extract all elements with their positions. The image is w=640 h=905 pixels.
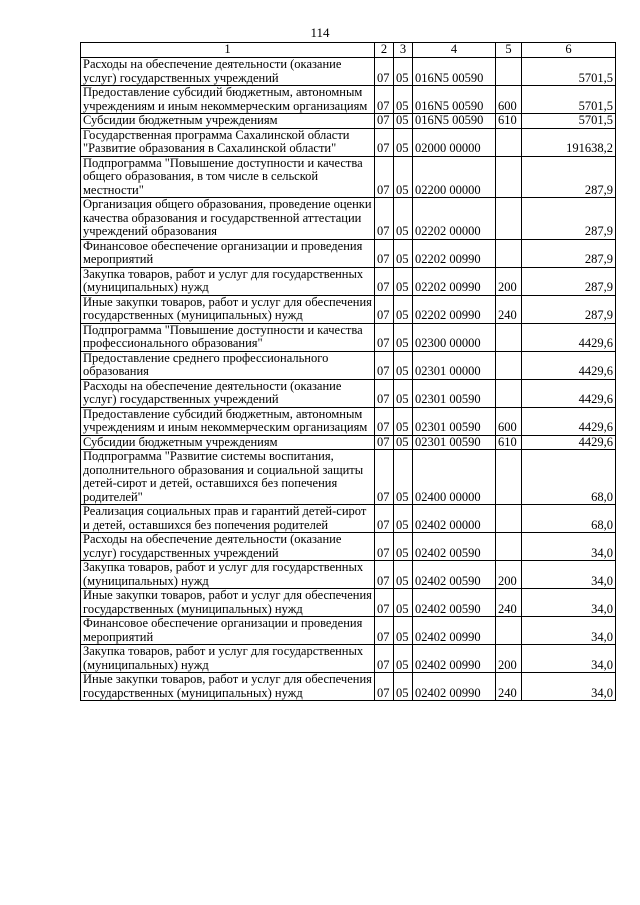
row-section: 07 [375,589,394,617]
row-section: 07 [375,239,394,267]
row-section: 07 [375,156,394,198]
budget-table [80,42,616,701]
row-name: Иные закупки товаров, работ и услуг для обеспечения государственных (муниципальных) нужд [81,589,375,617]
header-target-article: 4 [413,43,496,58]
row-section: 07 [375,645,394,673]
row-expense-type: 200 [496,645,522,673]
table-row [81,295,616,323]
table-row [81,86,616,114]
row-name: Предоставление среднего профессионального образования [81,351,375,379]
row-subsection: 05 [394,645,413,673]
row-amount: 4429,6 [522,407,616,435]
table-row [81,450,616,505]
table-row [81,379,616,407]
row-section: 07 [375,673,394,701]
row-target-article: 02402 00000 [413,505,496,533]
row-expense-type: 600 [496,86,522,114]
row-section: 07 [375,505,394,533]
row-section: 07 [375,617,394,645]
row-expense-type [496,58,522,86]
row-target-article: 02301 00000 [413,351,496,379]
row-section: 07 [375,295,394,323]
row-subsection: 05 [394,450,413,505]
row-subsection: 05 [394,156,413,198]
row-expense-type: 240 [496,673,522,701]
row-name: Иные закупки товаров, работ и услуг для обеспечения государственных (муниципальных) нужд [81,673,375,701]
row-section: 07 [375,198,394,240]
row-amount: 4429,6 [522,323,616,351]
row-target-article: 02202 00990 [413,267,496,295]
row-subsection: 05 [394,673,413,701]
row-amount: 287,9 [522,267,616,295]
row-expense-type [496,323,522,351]
row-name: Субсидии бюджетным учреждениям [81,114,375,129]
row-name: Иные закупки товаров, работ и услуг для обеспечения государственных (муниципальных) нужд [81,295,375,323]
row-subsection: 05 [394,435,413,450]
row-amount: 4429,6 [522,379,616,407]
row-name: Расходы на обеспечение деятельности (оказание услуг) государственных учреждений [81,58,375,86]
row-subsection: 05 [394,407,413,435]
header-section: 2 [375,43,394,58]
row-name: Подпрограмма "Развитие системы воспитания, дополнительного образования и социальной защиты детей-сирот и детей, оставшихся без попечения родителей" [81,450,375,505]
row-target-article: 02202 00000 [413,198,496,240]
row-name: Предоставление субсидий бюджетным, автономным учреждениям и иным некоммерческим организациям [81,86,375,114]
table-row [81,198,616,240]
row-amount: 287,9 [522,198,616,240]
row-name: Финансовое обеспечение организации и проведения мероприятий [81,239,375,267]
row-section: 07 [375,323,394,351]
row-target-article: 016N5 00590 [413,86,496,114]
row-name: Подпрограмма "Повышение доступности и качества профессионального образования" [81,323,375,351]
table-row [81,239,616,267]
header-row [81,43,616,58]
header-expense-type: 5 [496,43,522,58]
header-name: 1 [81,43,375,58]
table-row [81,128,616,156]
row-expense-type: 610 [496,114,522,129]
row-target-article: 02000 00000 [413,128,496,156]
row-subsection: 05 [394,114,413,129]
row-name: Подпрограмма "Повышение доступности и качества общего образования, в том числе в сельской местности" [81,156,375,198]
table-row [81,505,616,533]
header-subsection: 3 [394,43,413,58]
row-subsection: 05 [394,58,413,86]
row-target-article: 02200 00000 [413,156,496,198]
row-expense-type [496,156,522,198]
row-subsection: 05 [394,533,413,561]
row-section: 07 [375,267,394,295]
row-expense-type [496,198,522,240]
table-row [81,561,616,589]
row-subsection: 05 [394,561,413,589]
row-expense-type: 200 [496,561,522,589]
row-section: 07 [375,86,394,114]
row-amount: 287,9 [522,295,616,323]
table-row [81,589,616,617]
row-expense-type: 200 [496,267,522,295]
row-amount: 34,0 [522,617,616,645]
row-amount: 34,0 [522,589,616,617]
row-name: Финансовое обеспечение организации и проведения мероприятий [81,617,375,645]
row-amount: 34,0 [522,645,616,673]
row-name: Предоставление субсидий бюджетным, автономным учреждениям и иным некоммерческим организациям [81,407,375,435]
row-target-article: 02400 00000 [413,450,496,505]
row-target-article: 02301 00590 [413,435,496,450]
row-target-article: 02402 00590 [413,533,496,561]
row-name: Закупка товаров, работ и услуг для государственных (муниципальных) нужд [81,561,375,589]
table-row [81,645,616,673]
row-amount: 5701,5 [522,86,616,114]
row-amount: 4429,6 [522,435,616,450]
row-amount: 34,0 [522,533,616,561]
table-row [81,351,616,379]
row-section: 07 [375,407,394,435]
row-section: 07 [375,450,394,505]
row-expense-type [496,351,522,379]
table-row [81,673,616,701]
row-section: 07 [375,533,394,561]
row-subsection: 05 [394,198,413,240]
table-row [81,323,616,351]
row-target-article: 016N5 00590 [413,114,496,129]
row-section: 07 [375,435,394,450]
row-target-article: 02402 00990 [413,673,496,701]
row-name: Закупка товаров, работ и услуг для государственных (муниципальных) нужд [81,267,375,295]
table-row [81,156,616,198]
row-name: Субсидии бюджетным учреждениям [81,435,375,450]
row-name: Реализация социальных прав и гарантий детей-сирот и детей, оставшихся без попечения родителей [81,505,375,533]
row-name: Расходы на обеспечение деятельности (оказание услуг) государственных учреждений [81,533,375,561]
row-subsection: 05 [394,351,413,379]
row-expense-type [496,450,522,505]
table-row [81,267,616,295]
page-number: 114 [310,25,330,40]
row-amount: 191638,2 [522,128,616,156]
table-row [81,58,616,86]
row-name: Организация общего образования, проведение оценки качества образования и государственной аттестации учреждений образования [81,198,375,240]
row-target-article: 02402 00590 [413,589,496,617]
row-target-article: 02301 00590 [413,407,496,435]
row-subsection: 05 [394,323,413,351]
row-expense-type: 240 [496,589,522,617]
row-target-article: 02402 00990 [413,645,496,673]
row-target-article: 02301 00590 [413,379,496,407]
row-amount: 5701,5 [522,114,616,129]
row-expense-type: 610 [496,435,522,450]
row-target-article: 02402 00590 [413,561,496,589]
row-section: 07 [375,114,394,129]
row-section: 07 [375,561,394,589]
row-subsection: 05 [394,86,413,114]
row-subsection: 05 [394,128,413,156]
row-expense-type [496,128,522,156]
row-target-article: 02202 00990 [413,295,496,323]
table-row [81,435,616,450]
row-expense-type: 240 [496,295,522,323]
table-row [81,533,616,561]
row-expense-type: 600 [496,407,522,435]
row-expense-type [496,505,522,533]
row-amount: 68,0 [522,505,616,533]
row-expense-type [496,379,522,407]
row-expense-type [496,617,522,645]
row-amount: 287,9 [522,239,616,267]
table-row [81,114,616,129]
row-amount: 4429,6 [522,351,616,379]
row-section: 07 [375,351,394,379]
row-amount: 34,0 [522,561,616,589]
row-target-article: 02402 00990 [413,617,496,645]
row-subsection: 05 [394,589,413,617]
row-expense-type [496,533,522,561]
row-subsection: 05 [394,617,413,645]
row-target-article: 02202 00990 [413,239,496,267]
row-amount: 68,0 [522,450,616,505]
row-section: 07 [375,58,394,86]
row-expense-type [496,239,522,267]
row-amount: 287,9 [522,156,616,198]
row-target-article: 02300 00000 [413,323,496,351]
row-target-article: 016N5 00590 [413,58,496,86]
row-amount: 5701,5 [522,58,616,86]
row-name: Расходы на обеспечение деятельности (оказание услуг) государственных учреждений [81,379,375,407]
row-section: 07 [375,379,394,407]
row-name: Государственная программа Сахалинской области "Развитие образования в Сахалинской области" [81,128,375,156]
row-subsection: 05 [394,267,413,295]
row-subsection: 05 [394,295,413,323]
table-row [81,617,616,645]
header-amount: 6 [522,43,616,58]
row-amount: 34,0 [522,673,616,701]
row-section: 07 [375,128,394,156]
row-name: Закупка товаров, работ и услуг для государственных (муниципальных) нужд [81,645,375,673]
table-row [81,407,616,435]
row-subsection: 05 [394,239,413,267]
row-subsection: 05 [394,379,413,407]
row-subsection: 05 [394,505,413,533]
